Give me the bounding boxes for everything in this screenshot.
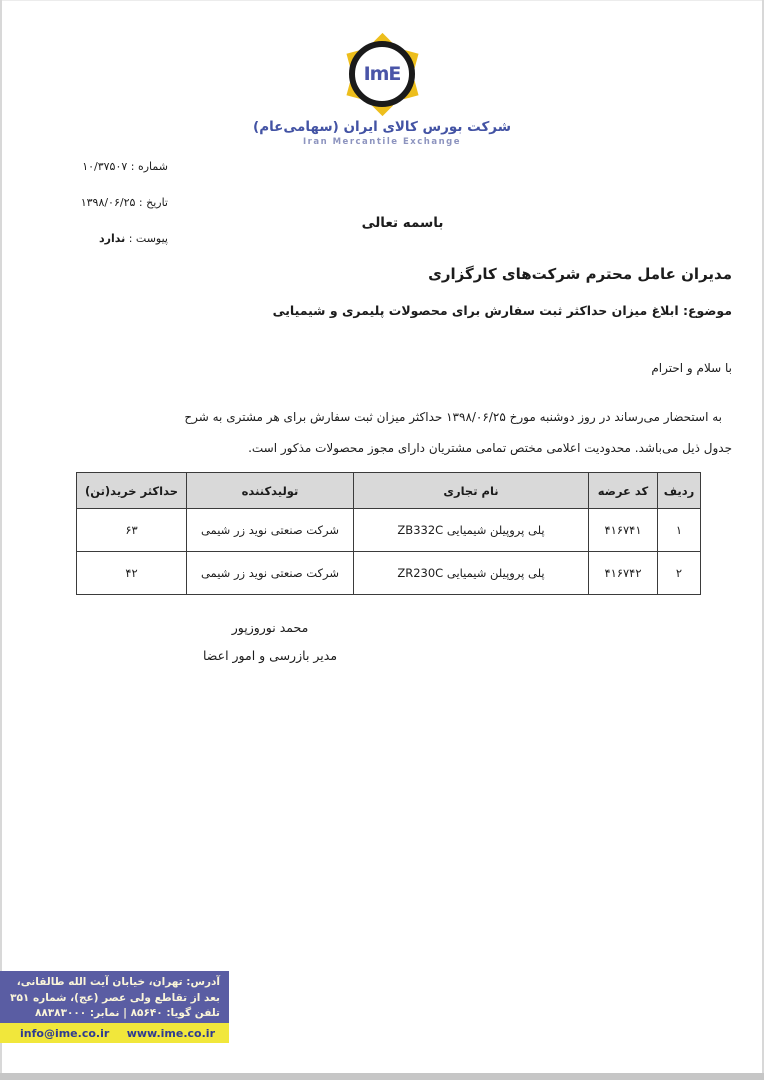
logo-ring-icon [349,41,415,107]
cell-offer-code: ۴۱۶۷۴۱ [589,509,658,552]
signer-title: مدیر بازرسی و امور اعضا [202,648,338,663]
letter-attachment [73,232,168,268]
letterhead [0,34,764,147]
cell-max-purchase: ۶۳ [77,509,187,552]
letter-number [73,160,168,196]
cell-max-purchase: ۴۲ [77,552,187,595]
cell-producer: شرکت صنعتی نوید زر شیمی [187,509,354,552]
letter-date-value: ۱۳۹۸/۰۶/۲۵ [80,196,136,209]
signer-name: محمد نوروزپور [231,620,309,635]
company-name-en: Iran Mercantile Exchange [303,137,461,147]
subject-line [273,303,732,318]
ime-logo-icon [342,34,422,114]
cell-offer-code: ۴۱۶۷۴۲ [589,552,658,595]
page-left-edge [0,0,2,1080]
footer-links-bar [0,1023,229,1043]
order-limit-table [76,472,701,595]
letter-number-label: شماره : [130,160,168,173]
col-header-row-number: ردیف [658,473,701,509]
col-header-max-purchase: حداکثر خرید(تن) [77,473,187,509]
table-header-row [77,473,701,509]
page-bottom-edge [0,1073,764,1080]
footer-email: info@ime.co.ir [20,1026,110,1040]
col-header-trade-name: نام تجاری [354,473,589,509]
body-line-1: به استحضار می‌رساند در روز دوشنبه مورخ ۱۳۹۸/۰۶/۲۵ حداکثر میزان ثبت سفارش برای هر مشتری به شرح [184,410,722,424]
address-line-3: تلفن گویا: ۸۵۶۴۰ | نمابر: ۸۸۳۸۳۰۰۰ [34,1007,220,1019]
letter-attachment-label: پیوست : [128,232,168,245]
footer-website: www.ime.co.ir [126,1026,215,1040]
cell-producer: شرکت صنعتی نوید زر شیمی [187,552,354,595]
cell-row-number: ۲ [658,552,701,595]
letter-date-label: تاریخ : [138,196,168,209]
table-row [77,509,701,552]
subject-label: موضوع: [682,303,732,318]
col-header-producer: تولیدکننده [187,473,354,509]
besmele-heading: باسمه تعالی [361,215,444,231]
subject-text: ابلاغ میزان حداکثر ثبت سفارش برای محصولات پلیمری و شیمیایی [272,303,679,318]
letter-number-value: ۱۰/۳۷۵۰۷ [82,160,128,173]
cell-row-number: ۱ [658,509,701,552]
footer-address-box [0,971,229,1023]
body-paragraph [76,402,732,464]
signature-block [170,620,370,663]
address-line-1: آدرس: تهران، خیابان آیت الله طالقانی، [16,976,220,988]
letter-attachment-value: ندارد [98,232,126,245]
letter-date [73,196,168,232]
company-name-fa: شرکت بورس کالای ایران (سهامی‌عام) [253,119,511,135]
cell-trade-name: پلی پروپیلن شیمیایی ZR230C [354,552,589,595]
body-line-2: جدول ذیل می‌باشد. محدودیت اعلامی مختص تمامی مشتریان دارای مجوز محصولات مذکور است. [248,441,732,455]
greeting-line: با سلام و احترام [651,361,732,375]
ime-monogram: ImE [363,63,401,85]
recipient-line: مدیران عامل محترم شرکت‌های کارگزاری [428,265,732,283]
cell-trade-name: پلی پروپیلن شیمیایی ZB332C [354,509,589,552]
col-header-offer-code: کد عرضه [589,473,658,509]
table-row [77,552,701,595]
letter-meta [73,160,168,268]
address-line-2: بعد از تقاطع ولی عصر (عج)، شماره ۳۵۱ [10,991,220,1004]
page-top-edge [0,0,764,1]
